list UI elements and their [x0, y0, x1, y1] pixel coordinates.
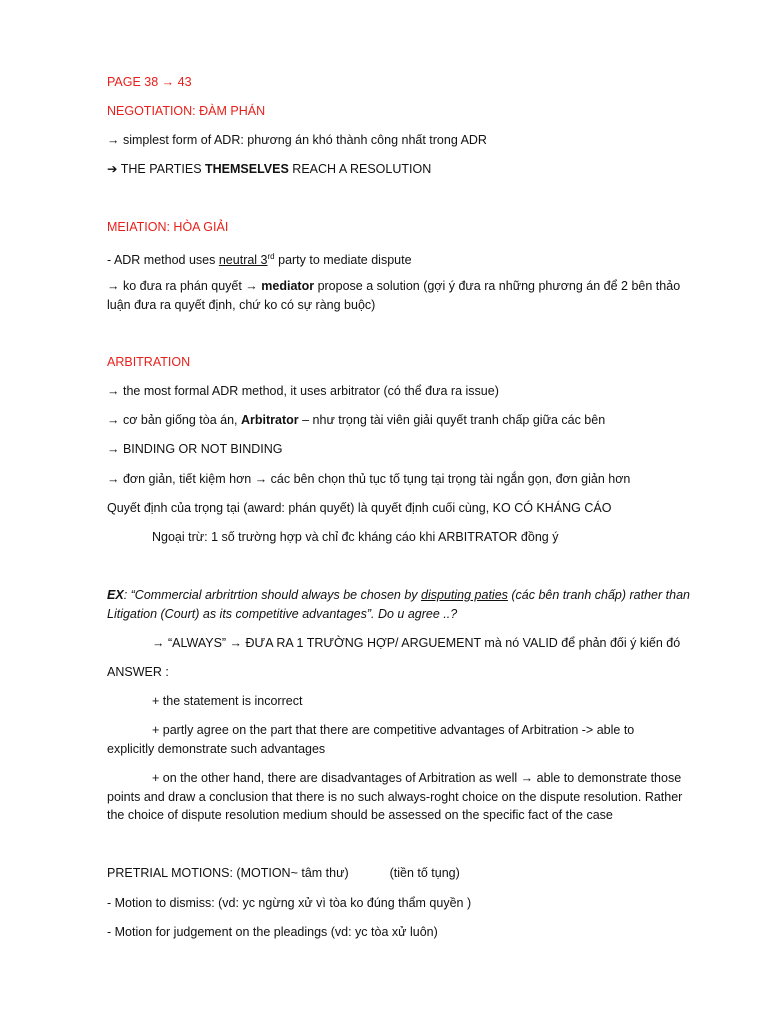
- arbitration-line-3: → BINDING OR NOT BINDING: [107, 442, 283, 456]
- example-line-2: Litigation (Court) as its competitive advantages”. Do u agree ..?: [107, 607, 458, 621]
- mediation-heading: MEIATION: HÒA GIẢI: [107, 220, 229, 234]
- negotiation-line-2: ➔ THE PARTIES THEMSELVES REACH A RESOLUTION: [107, 162, 432, 176]
- negotiation-heading: NEGOTIATION: ĐÀM PHÁN: [107, 104, 266, 118]
- answer-point-1: + the statement is incorrect: [152, 694, 303, 708]
- pretrial-heading: PRETRIAL MOTIONS: (MOTION~ tâm thư) (tiền tố tụng): [107, 866, 460, 880]
- answer-point-2-cont: explicitly demonstrate such advantages: [107, 742, 326, 756]
- example-hint: → “ALWAYS” → ĐƯA RA 1 TRƯỜNG HỢP/ ARGUEMENT mà nó VALID để phản đối ý kiến đó: [152, 636, 681, 650]
- answer-label: ANSWER :: [107, 665, 169, 679]
- example-line-1: EX: “Commercial arbritrtion should always be chosen by disputing paties (các bên tranh chấp) rather than: [107, 588, 690, 602]
- page-range: PAGE 38 → 43: [107, 75, 192, 89]
- arbitration-heading: ARBITRATION: [107, 355, 191, 369]
- pretrial-item-2: - Motion for judgement on the pleadings (vd: yc tòa xử luôn): [107, 925, 438, 939]
- mediation-line-2: → ko đưa ra phán quyết → mediator propose a solution (gợi ý đưa ra những phương án để 2 bên thảo: [107, 279, 681, 293]
- mediation-line-2-cont: luận đưa ra quyết định, chứ ko có sự ràng buộc): [107, 298, 376, 312]
- arbitration-line-2: → cơ bản giống tòa án, Arbitrator – như trọng tài viên giải quyết tranh chấp giữa các bên: [107, 413, 606, 427]
- answer-point-3-cont-1: points and draw a conclusion that there is no such always-roght choice on the dispute resolution. Rather: [107, 790, 683, 804]
- pretrial-item-1: - Motion to dismiss: (vd: yc ngừng xử vì tòa ko đúng thẩm quyền ): [107, 896, 472, 910]
- arbitration-line-5: Quyết định của trọng tại (award: phán quyết) là quyết định cuối cùng, KO CÓ KHÁNG CÁO: [107, 501, 612, 515]
- answer-point-3-cont-2: the choice of dispute resolution medium should be assessed on the specific fact of the case: [107, 808, 613, 822]
- answer-point-2: + partly agree on the part that there are competitive advantages of Arbitration -> able to: [152, 723, 635, 737]
- arbitration-line-6: Ngoại trừ: 1 số trường hợp và chỉ đc kháng cáo khi ARBITRATOR đồng ý: [152, 530, 559, 544]
- arbitration-line-1: → the most formal ADR method, it uses arbitrator (có thể đưa ra issue): [107, 384, 499, 398]
- negotiation-line-1: → simplest form of ADR: phương án khó thành công nhất trong ADR: [107, 133, 487, 147]
- answer-point-3: + on the other hand, there are disadvantages of Arbitration as well → able to demonstrate those: [152, 771, 682, 785]
- bullet-arrow-icon: ➔: [107, 162, 118, 176]
- mediation-line-1: - ADR method uses neutral 3rd party to mediate dispute: [107, 252, 412, 268]
- arbitration-line-4: → đơn giản, tiết kiệm hơn → các bên chọn thủ tục tố tụng tại trọng tài ngắn gọn, đơn giản hơn: [107, 472, 631, 486]
